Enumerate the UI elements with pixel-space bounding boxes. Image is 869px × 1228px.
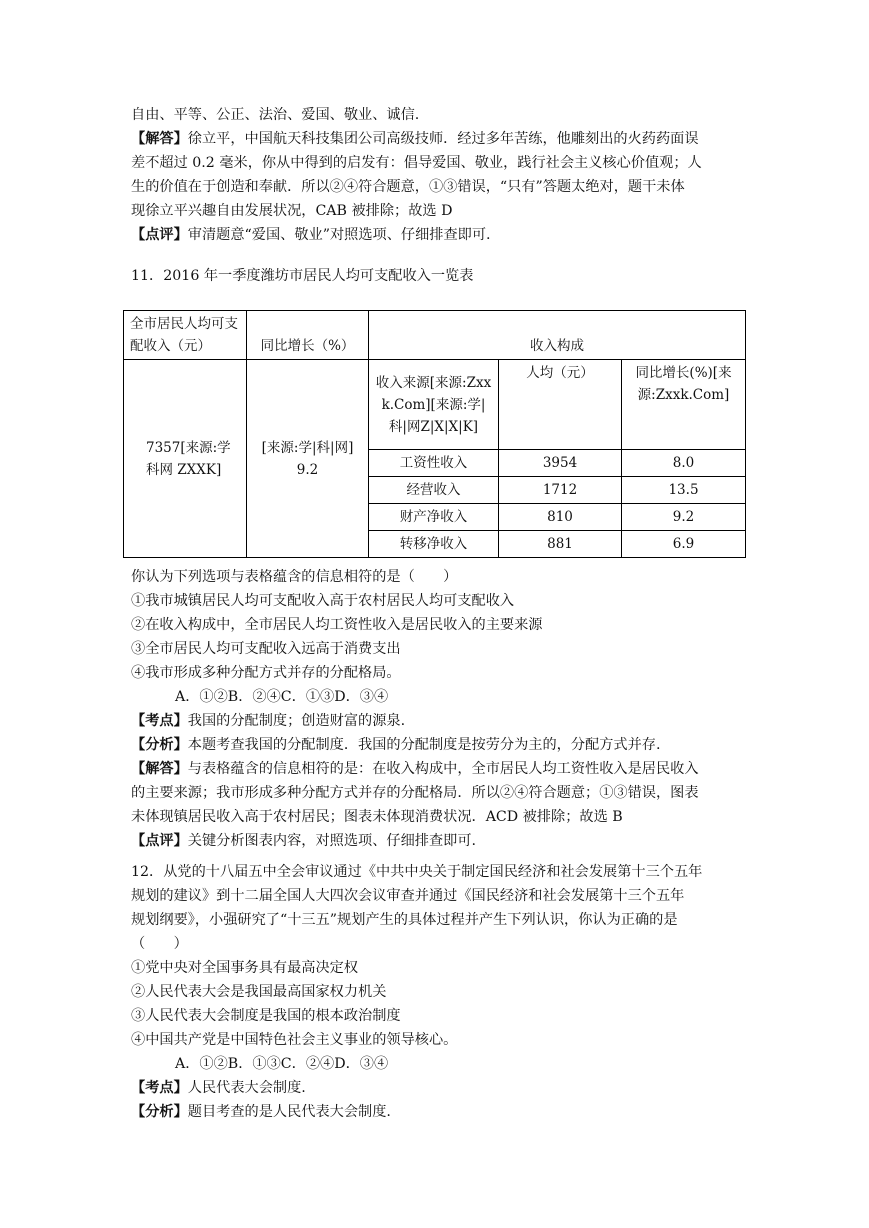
row-percap: 1712 (499, 477, 622, 504)
row-source: 财产净收入 (369, 504, 499, 531)
q11-kaodian (131, 709, 743, 733)
kaodian-tag: 【考点】 (131, 713, 188, 729)
subheader-percap: 人均（元） (499, 360, 622, 450)
q12-stem-line: （ ） (131, 936, 188, 952)
review-tag: 【点评】 (131, 227, 188, 243)
kaodian-text: 人民代表大会制度. (187, 1080, 306, 1096)
q11-jieda-line: 的主要来源；我市形成多种分配方式并存的分配格局．所以②④符合题意；①③错误，图表 (131, 785, 699, 801)
intro-line: 自由、平等、公正、法治、爱国、敬业、诚信. (131, 107, 420, 123)
q12-fenxi (131, 1100, 743, 1124)
q11-jieda (131, 757, 743, 781)
row-growth: 13.5 (622, 477, 746, 504)
header-structure: 收入构成 (369, 311, 746, 360)
answer-tag: 【解答】 (131, 131, 188, 147)
q12-item: ②人民代表大会是我国最高国家权力机关 (131, 984, 387, 1000)
row-percap: 810 (499, 504, 622, 531)
row-percap: 881 (499, 531, 622, 558)
growth-value: 9.2 (296, 461, 319, 478)
q11-body (131, 565, 743, 853)
q12-body (131, 860, 743, 1124)
q12-stem-line: 12．从党的十八届五中全会审议通过《中共中央关于制定国民经济和社会发展第十三个五年 (131, 864, 703, 880)
intro-section (131, 103, 743, 247)
table-header-row (124, 311, 746, 360)
q11-options: A．①②B．②④C．①③D．③④ (175, 689, 389, 705)
row-source: 工资性收入 (369, 450, 499, 477)
answer-line: 差不超过 0.2 毫米，你从中得到的启发有：倡导爱国、敬业，践行社会主义核心价值观；人 (131, 155, 702, 171)
kaodian-text: 我国的分配制度；创造财富的源泉. (187, 713, 406, 729)
income-table (123, 310, 746, 558)
fenxi-text: 本题考查我国的分配制度．我国的分配制度是按劳分为主的，分配方式并存. (187, 737, 661, 753)
kaodian-tag: 【考点】 (131, 1080, 188, 1096)
review-text: 审清题意“爱国、敬业”对照选项、仔细排查即可. (187, 227, 491, 243)
header-income: 全市居民人均可支配收入（元） (124, 311, 247, 360)
dianping-text: 关键分析图表内容，对照选项、仔细排查即可. (187, 833, 477, 849)
q11-item: ①我市城镇居民人均可支配收入高于农村居民人均可支配收入 (131, 593, 515, 609)
fenxi-text: 题目考查的是人民代表大会制度. (187, 1104, 391, 1120)
q11-title: 11．2016 年一季度潍坊市居民人均可支配收入一览表 (131, 268, 474, 284)
growth-source-note: [来源:学|科|网] (261, 439, 354, 456)
q11-item: ④我市形成多种分配方式并存的分配格局。 (131, 665, 401, 681)
income-value-cell: 7357[来源:学科网 ZXXK] (124, 360, 247, 558)
fenxi-tag: 【分析】 (131, 1104, 188, 1120)
subheader-growth: 同比增长(%)[来源:Zxxk.Com] (622, 360, 746, 450)
answer-text: 徐立平，中国航天科技集团公司高级技师．经过多年苦练，他雕刻出的火药药面误 (187, 131, 699, 147)
row-growth: 8.0 (622, 450, 746, 477)
answer-line: 现徐立平兴趣自由发展状况，CAB 被排除；故选 D (131, 203, 453, 219)
fenxi-tag: 【分析】 (131, 737, 188, 753)
jieda-text: 与表格蕴含的信息相符的是：在收入构成中，全市居民人均工资性收入是居民收入 (187, 761, 699, 777)
q12-stem-line: 规划纲要》，小强研究了“十三五”规划产生的具体过程并产生下列认识，你认为正确的是 (131, 912, 678, 928)
growth-value-cell (247, 360, 369, 558)
q11-jieda-line: 未体现镇居民收入高于农村居民；图表未体现消费状况．ACD 被排除；故选 B (131, 809, 623, 825)
q11-item: ③全市居民人均可支配收入远高于消费支出 (131, 641, 401, 657)
answer-line (131, 127, 743, 151)
q12-stem-line: 规划的建议》到十二届全国人大四次会议审查并通过《国民经济和社会发展第十三个五年 (131, 888, 685, 904)
q12-options: A．①②B．①③C．②④D．③④ (175, 1056, 389, 1072)
q11-stem: 你认为下列选项与表格蕴含的信息相符的是（ ） (131, 569, 458, 585)
row-percap: 3954 (499, 450, 622, 477)
review-line (131, 223, 743, 247)
subheader-source: 收入来源[来源:Zxxk.Com][来源:学|科|网Z|X|X|K] (369, 360, 499, 450)
dianping-tag: 【点评】 (131, 833, 188, 849)
answer-line: 生的价值在于创造和奉献．所以②④符合题意，①③错误，“只有”答题太绝对，题干未体 (131, 179, 685, 195)
row-source: 转移净收入 (369, 531, 499, 558)
q11-item: ②在收入构成中，全市居民人均工资性收入是居民收入的主要来源 (131, 617, 543, 633)
jieda-tag: 【解答】 (131, 761, 188, 777)
q12-item: ③人民代表大会制度是我国的根本政治制度 (131, 1008, 401, 1024)
q11-title-block (131, 264, 743, 288)
q12-item: ④中国共产党是中国特色社会主义事业的领导核心。 (131, 1032, 458, 1048)
row-growth: 6.9 (622, 531, 746, 558)
q11-fenxi (131, 733, 743, 757)
row-source: 经营收入 (369, 477, 499, 504)
q12-kaodian (131, 1076, 743, 1100)
header-growth: 同比增长（%） (247, 311, 369, 360)
table-subheader-row (124, 360, 746, 450)
q12-item: ①党中央对全国事务具有最高决定权 (131, 960, 359, 976)
q11-dianping (131, 829, 743, 853)
row-growth: 9.2 (622, 504, 746, 531)
